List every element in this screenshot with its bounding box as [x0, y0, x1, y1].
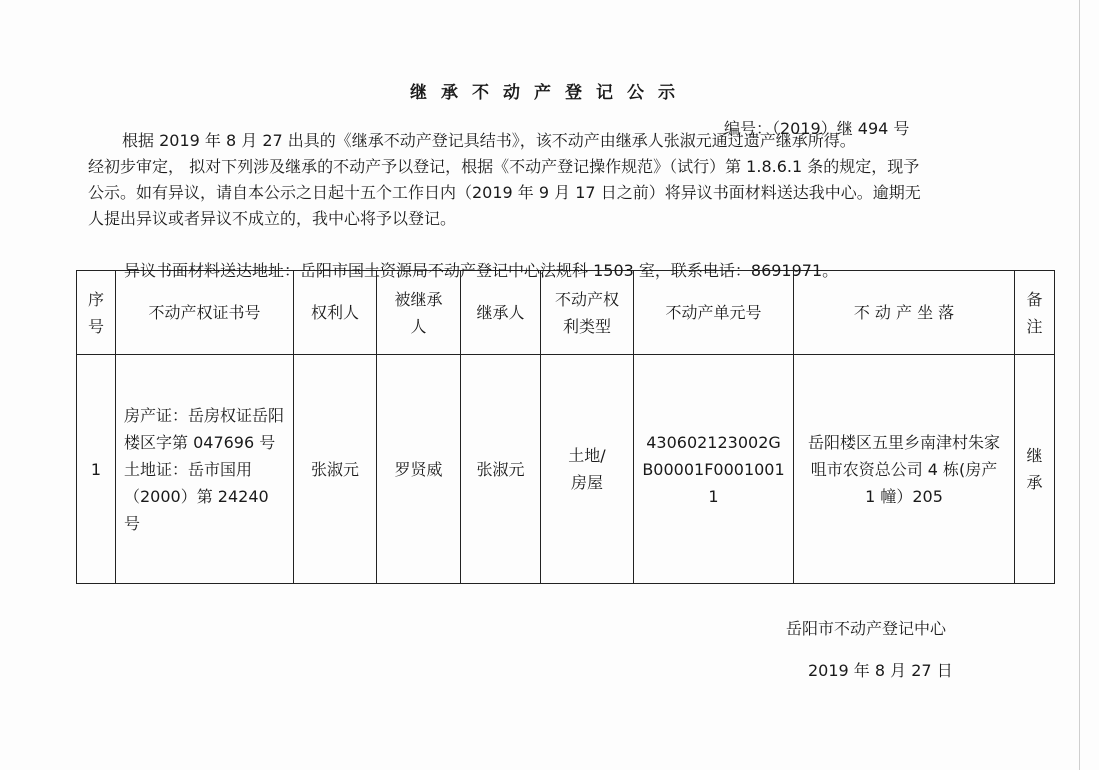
header-right-holder: 权利人 [294, 271, 377, 355]
header-remark: 备注 [1015, 271, 1055, 355]
paragraph-objection: 公示。如有异议，请自本公示之日起十五个工作日内（2019 年 9 月 17 日之前）将异议书面材料送达我中心。逾期无 [88, 183, 921, 202]
cert-land: 土地证：岳市国用（2000）第 24240 号 [124, 459, 269, 533]
cell-remark: 继承 [1015, 355, 1055, 584]
header-location: 不 动 产 坐 落 [794, 271, 1015, 355]
header-right-type: 不动产权利类型 [541, 271, 634, 355]
cell-decedent: 罗贤威 [377, 355, 461, 584]
header-seq: 序号 [77, 271, 116, 355]
cell-cert-no [116, 355, 294, 584]
cell-unit-no: 430602123002GB00001F00010011 [634, 355, 794, 584]
header-heir: 继承人 [461, 271, 541, 355]
page-title: 继承不动产登记公示 [410, 83, 689, 103]
header-unit-no: 不动产单元号 [634, 271, 794, 355]
cert-house: 房产证：岳房权证岳阳楼区字第 047696 号 [124, 405, 285, 452]
paragraph-review: 经初步审定， 拟对下列涉及继承的不动产予以登记，根据《不动产登记操作规范》（试行）第 1.8.6.1 条的规定，现予 [88, 157, 920, 176]
registration-table [76, 270, 1055, 584]
cell-heir: 张淑元 [461, 355, 541, 584]
header-decedent: 被继承人 [377, 271, 461, 355]
issue-date: 2019 年 8 月 27 日 [808, 661, 953, 680]
paragraph-basis: 根据 2019 年 8 月 27 出具的《继承不动产登记具结书》，该不动产由继承人张淑元通过遗产继承所得。 [122, 131, 856, 150]
cell-seq: 1 [77, 355, 116, 584]
cell-right-type: 土地/房屋 [541, 355, 634, 584]
paragraph-registration: 人提出异议或者异议不成立的，我中心将予以登记。 [88, 209, 457, 228]
scan-edge-line [1079, 0, 1080, 770]
cell-right-holder: 张淑元 [294, 355, 377, 584]
document-number: 编号：（2019）继 494 号 [724, 119, 910, 138]
table-row [77, 355, 1055, 584]
header-cert-no: 不动产权证书号 [116, 271, 294, 355]
issuer-name: 岳阳市不动产登记中心 [786, 619, 947, 638]
paragraph-address: 异议书面材料送达地址：岳阳市国土资源局不动产登记中心法规科 1503 室，联系电话：8691971。 [124, 261, 839, 280]
cell-location: 岳阳楼区五里乡南津村朱家咀市农资总公司 4 栋(房产 1 幢）205 [794, 355, 1015, 584]
